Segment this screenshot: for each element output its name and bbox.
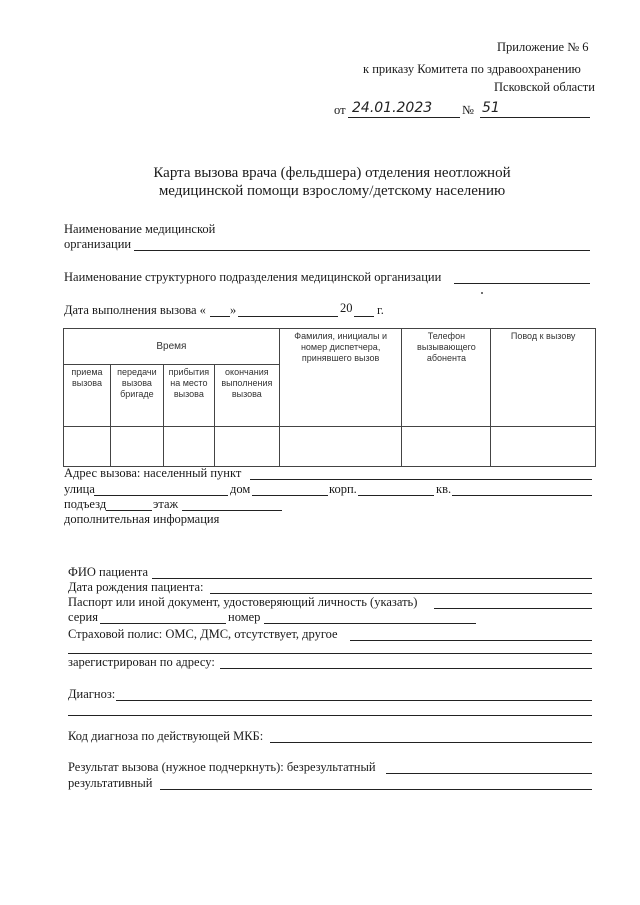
receipt-time-header: приема вызова <box>64 365 111 427</box>
org-name-label-2: организации <box>64 237 132 251</box>
apartment-field[interactable] <box>452 495 592 496</box>
call-reason-header: Повод к вызову <box>491 329 596 427</box>
order-date: 24.01.2023 <box>352 100 433 116</box>
result-positive-label: результативный <box>68 776 153 790</box>
call-year-suffix: г. <box>377 303 384 317</box>
insurance-field[interactable] <box>350 640 592 641</box>
call-year-field[interactable] <box>354 316 374 317</box>
extra-info-label: дополнительная информация <box>64 512 220 526</box>
call-reason-cell[interactable] <box>491 427 596 467</box>
series-field[interactable] <box>100 623 226 624</box>
end-time-cell[interactable] <box>214 427 279 467</box>
region-line: Псковской области <box>494 80 595 94</box>
end-time-header: окончания выполнения вызова <box>214 365 279 427</box>
street-field[interactable] <box>94 495 228 496</box>
time-header: Время <box>64 329 280 365</box>
caller-phone-header: Телефон вызывающего абонента <box>402 329 491 427</box>
birth-date-field[interactable] <box>210 593 592 594</box>
insurance-field-extra[interactable] <box>68 653 592 654</box>
house-field[interactable] <box>252 495 328 496</box>
number-label: № <box>462 103 474 117</box>
receipt-time-cell[interactable] <box>64 427 111 467</box>
series-label: серия <box>68 610 98 624</box>
address-field[interactable] <box>250 479 592 480</box>
registered-label: зарегистрирован по адресу: <box>68 655 215 669</box>
from-label: от <box>334 103 346 117</box>
building-label: корп. <box>329 482 357 496</box>
order-line: к приказу Комитета по здравоохранению <box>363 62 581 76</box>
entrance-label: подъезд <box>64 497 107 511</box>
org-name-field[interactable] <box>134 250 590 251</box>
address-label: Адрес вызова: населенный пункт <box>64 466 242 480</box>
passport-number-field[interactable] <box>264 623 476 624</box>
call-time-table <box>63 328 596 467</box>
icd-code-label: Код диагноза по действующей МКБ: <box>68 729 264 743</box>
document-title-line1: Карта вызова врача (фельдшера) отделения неотложной <box>153 165 511 181</box>
dispatcher-header: Фамилия, инициалы и номер диспетчера, принявшего вызов <box>279 329 402 427</box>
org-name-label-1: Наименование медицинской <box>64 222 216 236</box>
call-date-label: Дата выполнения вызова « <box>64 303 206 317</box>
diagnosis-field-extra[interactable] <box>68 715 592 716</box>
floor-field[interactable] <box>182 510 282 511</box>
scan-speck <box>481 292 483 294</box>
patient-name-label: ФИО пациента <box>68 565 149 579</box>
street-label: улица <box>64 482 95 496</box>
dispatcher-cell[interactable] <box>279 427 402 467</box>
passport-number-label: номер <box>228 610 261 624</box>
result-positive-field[interactable] <box>160 789 592 790</box>
result-field[interactable] <box>386 773 592 774</box>
structural-unit-field[interactable] <box>454 283 590 284</box>
document-title-line2: медицинской помощи взрослому/детскому населению <box>158 183 506 199</box>
patient-name-field[interactable] <box>152 578 592 579</box>
insurance-label: Страховой полис: ОМС, ДМС, отсутствует, другое <box>68 627 338 641</box>
arrival-time-header: прибытия на место вызова <box>163 365 214 427</box>
entrance-field[interactable] <box>106 510 152 511</box>
call-date-close: » <box>230 303 237 317</box>
arrival-time-cell[interactable] <box>163 427 214 467</box>
floor-label: этаж <box>153 497 179 511</box>
birth-date-label: Дата рождения пациента: <box>68 580 204 594</box>
structural-unit-label: Наименование структурного подразделения медицинской организации <box>64 270 442 284</box>
result-label: Результат вызова (нужное подчеркнуть): безрезультатный <box>68 760 376 774</box>
apartment-label: кв. <box>436 482 452 496</box>
number-underline <box>480 117 590 118</box>
registered-field[interactable] <box>220 668 592 669</box>
call-year-prefix: 20 <box>340 301 353 315</box>
passport-label: Паспорт или иной документ, удостоверяющий личность (указать) <box>68 595 418 609</box>
transfer-time-cell[interactable] <box>110 427 163 467</box>
date-underline <box>348 117 460 118</box>
house-label: дом <box>230 482 251 496</box>
passport-field[interactable] <box>434 608 592 609</box>
diagnosis-label: Диагноз: <box>68 687 116 701</box>
diagnosis-field[interactable] <box>116 700 592 701</box>
appendix-label: Приложение № 6 <box>497 40 589 54</box>
caller-phone-cell[interactable] <box>402 427 491 467</box>
transfer-time-header: передачи вызова бригаде <box>110 365 163 427</box>
order-number: 51 <box>482 100 500 116</box>
building-field[interactable] <box>358 495 434 496</box>
icd-code-field[interactable] <box>270 742 592 743</box>
call-month-field[interactable] <box>238 316 338 317</box>
call-day-field[interactable] <box>210 316 230 317</box>
